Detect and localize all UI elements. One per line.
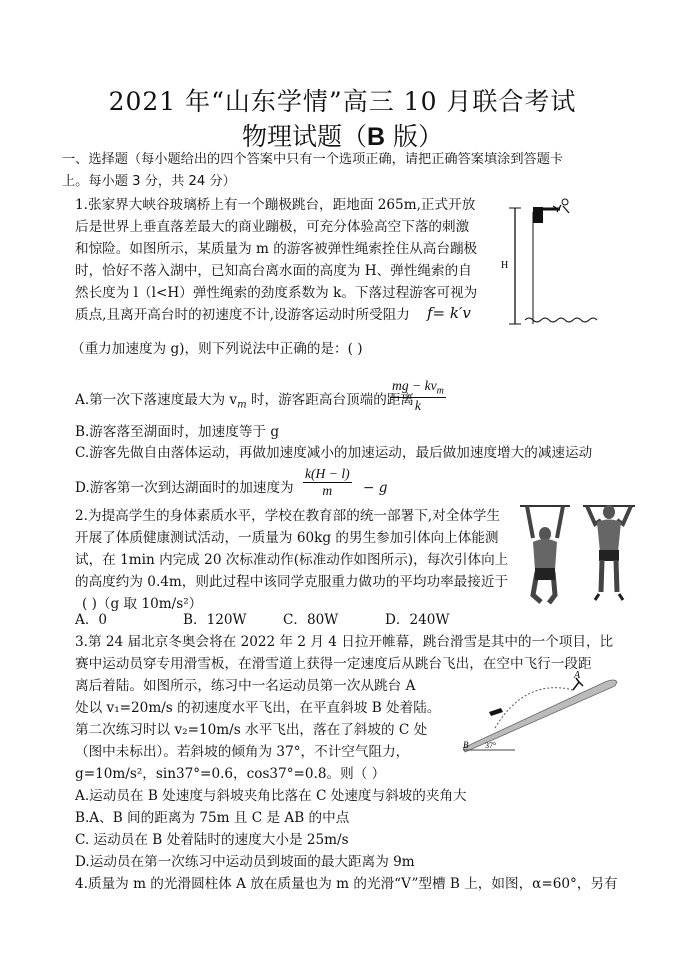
q1-option-a-text: A.第一次下落速度最大为 v [75,392,238,408]
page-title: 2021 年“山东学情”高三 10 月联合考试 [108,87,577,116]
page-subtitle [0,117,685,153]
person-hanging-icon [527,506,563,603]
height-label: H [501,260,509,271]
subtitle-version: B [367,123,386,151]
q1-text-line: 后是世界上垂直落差最大的商业蹦极，可充分体验高空下落的刺激 [75,219,470,235]
q1-text-line: 然长度为 l（l<H）弹性绳索的劲度系数为 k。下落过程游客可视为 [75,285,478,301]
q1-text-line: 1.张家界大峡谷玻璃桥上有一个蹦极跳台，距地面 265m,正式开放 [75,197,476,213]
q3-text-line: 3.第 24 届北京冬奥会将在 2022 年 2 月 4 日拉开帷幕，跳台滑雪是其中的一个项目，比 [75,634,614,650]
person-pulled-up-icon [587,505,631,600]
q1-resistance-formula: f= k′v [427,304,471,322]
q2-text-line: 试，在 1min 内完成 20 次标准动作(标准动作如图所示)，每次引体向上 [75,552,509,568]
q1-stem-end: （重力加速度为 g)，则下列说法中正确的是：( ) [71,341,363,357]
fraction-denominator: m [322,483,333,498]
q2-option-c: C．80W [283,612,339,628]
water-surface [525,318,597,322]
bungee-figure [495,196,615,326]
fraction-numerator-subscript: m [436,385,444,397]
q3-option-c: C. 运动员在 B 处着陆时的速度大小是 25m/s [75,832,349,848]
q3-option-a: A.运动员在 B 处速度与斜坡夹角比落在 C 处速度与斜坡的夹角大 [75,788,467,804]
section-heading-line1: 一、选择题（每小题给出的四个答案中只有一个选项正确，请把正确答案填涂到答题卡 [62,152,564,167]
q4-text-line: 4.质量为 m 的光滑圆柱体 A 放在质量也为 m 的光滑“V”型槽 B 上，如图，α=60°，另有 [75,876,618,892]
q1-text-line: 和惊险。如图所示，某质量为 m 的游客被弹性绳索拴住从高台蹦极 [75,241,478,257]
q1-option-a-fraction [390,378,446,414]
q3-text-line: 离后着陆。如图所示，练习中一名运动员第一次从跳台 A [75,678,416,694]
jumper-icon [562,199,568,205]
q3-text-line: g=10m/s²，sin37°=0.6，cos37°=0.8。则（ ） [75,766,386,782]
point-a-label: A [574,670,581,681]
q1-option-a-subscript: m [237,399,247,411]
q2-text-line: ( )（g 取 10m/s²） [82,596,203,612]
q2-text-line: 开展了体质健康测试活动，一质量为 60kg 的男生参加引体向上体能测 [75,530,499,546]
q1-option-d: D.游客第一次到达湖面时的加速度为 [75,480,294,496]
q1-option-a [75,394,414,411]
q2-option-d: D．240W [385,612,450,628]
ski-jump-figure [455,668,625,758]
q2-text-line: 2.为提高学生的身体素质水平，学校在教育部的统一部署下,对全体学生 [75,508,501,524]
angle-label: 37° [485,741,497,750]
fraction-numerator: mg − kv [392,378,437,393]
pullup-figure [515,490,640,610]
q1-text-line: 时，恰好不落入湖中，已知高台离水面的高度为 H、弹性绳索的自 [75,263,472,279]
platform-block-icon [533,207,543,223]
point-b-label: B [463,740,469,750]
q3-option-b: B.A、B 间的距离为 75m 且 C 是 AB 的中点 [75,810,350,826]
fraction-numerator: k(H − l) [305,466,350,481]
subtitle-suffix: 版） [385,122,444,151]
q1-option-a-text2: 时，游客距高台顶端的距离 [246,392,415,408]
q3-text-line: （图中未标出）。若斜坡的倾角为 37°，不计空气阻力， [75,744,410,760]
skier-midair-icon [489,708,503,716]
fraction-denominator: k [414,397,421,413]
q3-text-line: 第二次练习时以 v₂=10m/s 水平飞出，落在了斜坡的 C 处 [75,722,428,738]
q3-text-line: 处以 v₁=20m/s 的初速度水平飞出，在平直斜坡 B 处着陆。 [75,700,441,716]
q2-option-a: A．0 [75,612,108,628]
q1-option-d-fraction [303,466,352,499]
subtitle-prefix: 物理试题（ [241,122,367,151]
q3-option-d: D.运动员在第一次练习中运动员到坡面的最大距离为 9m [75,854,415,870]
q1-option-c: C.游客先做自由落体运动，再做加速度减小的加速运动，最后做加速度增大的减速运动 [75,445,593,461]
q1-text-line: 质点,且离开高台时的初速度不计,设游客运动时所受阻力 [75,307,410,323]
section-heading-line2: 上。每小题 3 分，共 24 分） [62,174,236,189]
q2-option-b: B．120W [183,612,247,628]
q2-text-line: 的高度约为 0.4m，则此过程中该同学克服重力做功的平均功率最接近于 [75,574,509,590]
q1-option-b: B.游客落至湖面时，加速度等于 g [75,424,280,440]
q1-option-d-tail: − g [363,480,388,496]
q3-text-line: 赛中运动员穿专用滑雪板，在滑雪道上获得一定速度后从跳台飞出，在空中飞行一段距 [75,656,592,672]
